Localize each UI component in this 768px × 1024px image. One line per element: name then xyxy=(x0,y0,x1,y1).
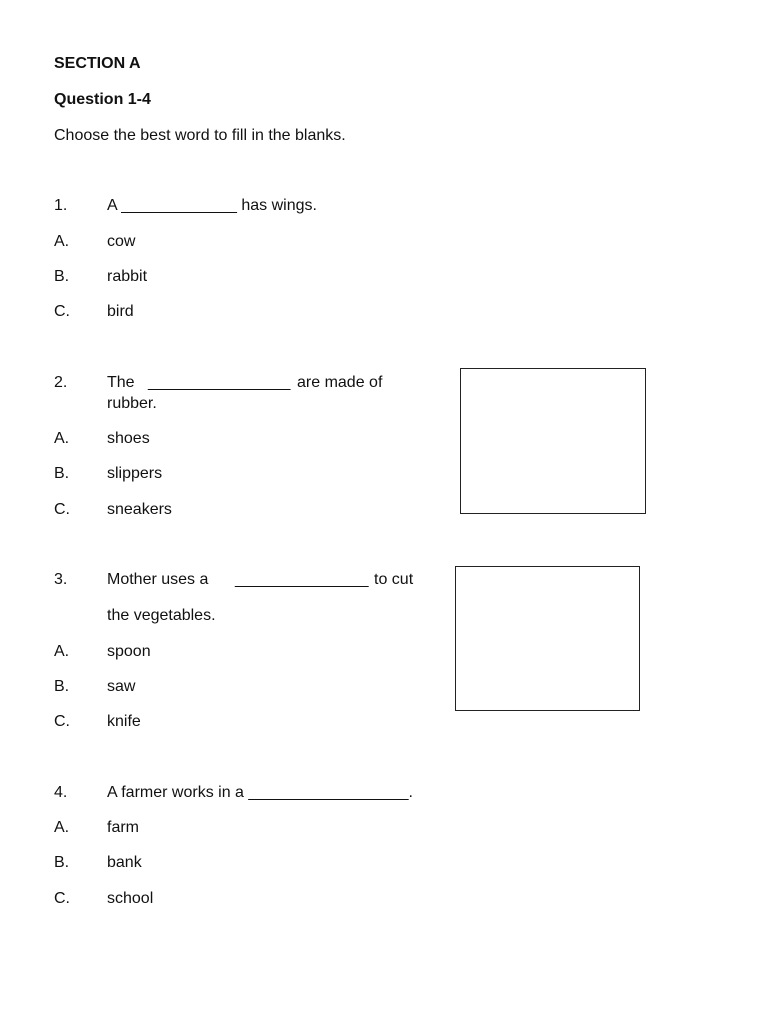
instruction-text: Choose the best word to fill in the blanks. xyxy=(54,127,346,144)
option-letter: C. xyxy=(54,713,70,730)
question-range-heading: Question 1-4 xyxy=(54,91,151,108)
option-text: knife xyxy=(107,713,141,730)
option-text: saw xyxy=(107,678,136,695)
option-letter: C. xyxy=(54,303,70,320)
option-letter: A. xyxy=(54,233,70,250)
option-text: rabbit xyxy=(107,268,148,285)
answer-blank: ________________ xyxy=(148,374,291,391)
question-number: 1. xyxy=(54,197,68,214)
question-stem-end: to cut xyxy=(374,571,414,588)
option-text: sneakers xyxy=(107,501,172,518)
question-stem-continued: the vegetables. xyxy=(107,607,216,624)
question-stem-start: Mother uses a xyxy=(107,571,209,588)
question-stem: A farmer works in a __________________. xyxy=(107,784,413,801)
option-letter: A. xyxy=(54,819,70,836)
option-letter: C. xyxy=(54,501,70,518)
option-text: slippers xyxy=(107,465,163,482)
option-text: bank xyxy=(107,854,142,871)
option-letter: B. xyxy=(54,268,70,285)
option-text: cow xyxy=(107,233,136,250)
option-letter: A. xyxy=(54,430,70,447)
answer-blank: _______________ xyxy=(235,571,369,588)
option-letter: B. xyxy=(54,465,70,482)
question-stem-start: The xyxy=(107,374,135,391)
option-text: bird xyxy=(107,303,134,320)
question-stem-continued: rubber. xyxy=(107,395,157,412)
option-text: spoon xyxy=(107,643,151,660)
option-letter: B. xyxy=(54,854,70,871)
option-letter: B. xyxy=(54,678,70,695)
question-number: 3. xyxy=(54,571,68,588)
option-text: school xyxy=(107,890,154,907)
picture-box xyxy=(460,368,646,514)
picture-box xyxy=(455,566,640,711)
question-stem: A _____________ has wings. xyxy=(107,197,317,214)
question-number: 4. xyxy=(54,784,68,801)
option-letter: A. xyxy=(54,643,70,660)
section-title: SECTION A xyxy=(54,55,141,72)
option-text: shoes xyxy=(107,430,150,447)
question-stem-end: are made of xyxy=(297,374,383,391)
question-number: 2. xyxy=(54,374,68,391)
option-letter: C. xyxy=(54,890,70,907)
option-text: farm xyxy=(107,819,139,836)
